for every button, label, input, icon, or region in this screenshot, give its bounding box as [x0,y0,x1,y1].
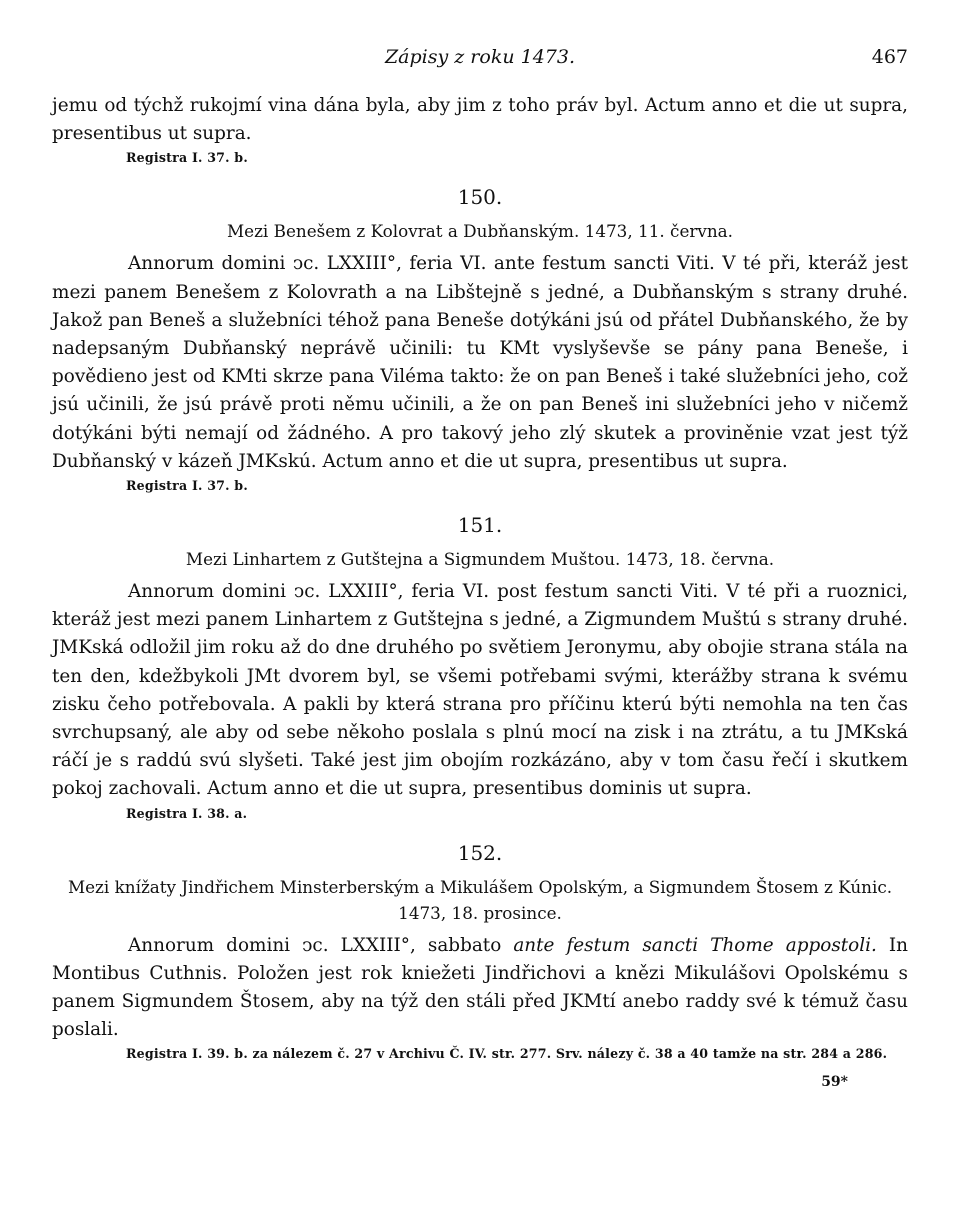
signature-mark: 59* [821,1074,848,1091]
registry-reference: Registra I. 38. a. [126,805,248,821]
registry-reference: Registra I. 37. b. [126,150,248,166]
page-body [52,92,908,1097]
entry-text-italic: ante festum sancti Thome appostoli. [513,934,877,956]
entry-text [52,932,908,1045]
registry-reference: Registra I. 39. b. za nálezem č. 27 v Archivu Č. IV. str. 277. Srv. nálezy č. 38 a 40 tamže na str. 284 a 286. [126,1046,888,1062]
entry-number: 151. [457,513,503,538]
continuation-paragraph: jemu od týchž rukojmí vina dána byla, aby jim z toho práv byl. Actum anno et die ut supra, presentibus ut supra. [52,95,908,145]
registry-reference: Registra I. 37. b. [126,478,248,494]
entry-number: 150. [457,185,503,210]
running-title: Zápisy z roku 1473. [384,46,576,68]
page-number: 467 [871,46,908,68]
entry-subject: Mezi Linhartem z Gutštejna a Sigmundem Muštou. 1473, 18. června. [185,549,775,570]
entry-text: Annorum domini ͻc. LXXIII°, feria VI. post festum sancti Viti. V té při a ruoznici, kteráž jest mezi panem Linhartem z Gutštejna s jedné, a Zigmundem Muštú s strany druhé. JMKská odložil jim roku až do dne druhého po světiem Jeronymu, aby obojie strana stála na ten den, kdežbykoli JMt dvorem byl, se všemi potřebami svými, kterážby strana k svému zisku čeho potřebovala. A pakli by která strana pro příčinu kterú býti nemohla na ten čas svrchupsaný, ale aby od sebe někoho poslala s plnú mocí na zisk i na ztrátu, a tu JMKská ráčí je s raddú svú slyšeti. Také jest jim obojím rozkázáno, aby v tom času řečí i skutkem pokoj zachovali. Actum anno et die ut supra, presentibus dominis ut supra. [52,581,908,800]
entry-text-part: In Montibus Cuthnis. Položen jest rok kniežeti Jindřichovi a knězi Mikulášovi Opolskému s panem Sigmundem Štosem, aby na týž den stáli před JKMtí anebo raddy své k témuž času poslali. [52,934,909,1041]
entry-150 [52,182,908,496]
page-header [0,44,960,74]
entry-number: 152. [457,840,503,865]
entry-text: Annorum domini ͻc. LXXIII°, feria VI. ante festum sancti Viti. V té při, kteráž jest mezi panem Benešem z Kolovrath a na Libštejně s jedné, a Dubňanským s strany druhé. Jakož pan Beneš a služebníci téhož pana Beneše dotýkáni jsú od přátel Dubňanského, že by nadepsaným Dubňanský neprávě učinili: tu KMt vyslyševše se pány pana Beneše, i povědieno jest od KMti skrze pana Viléma takto: že on pan Beneš i také služebníci jeho, což jsú učinili, že jsú právě proti němu učinili, a že on pan Beneš ini služebníci jeho v ničemž dotýkáni býti nemají od žádného. A pro takový jeho zlý skutek a proviněnie vzat jest týž Dubňanský v kázeň JMKskú. Actum anno et die ut supra, presentibus ut supra. [52,253,908,472]
entry-text-part: Annorum domini ͻc. LXXIII°, sabbato [128,934,514,956]
entry-152 [52,838,908,1065]
entry-subject: Mezi Benešem z Kolovrat a Dubňanským. 1473, 11. června. [226,221,734,242]
entry-151 [52,510,908,824]
entry-subject: Mezi knížaty Jindřichem Minsterberským a Mikulášem Opolským, a Sigmundem Štosem z Kúnic. 1473, 18. prosince. [67,876,893,923]
